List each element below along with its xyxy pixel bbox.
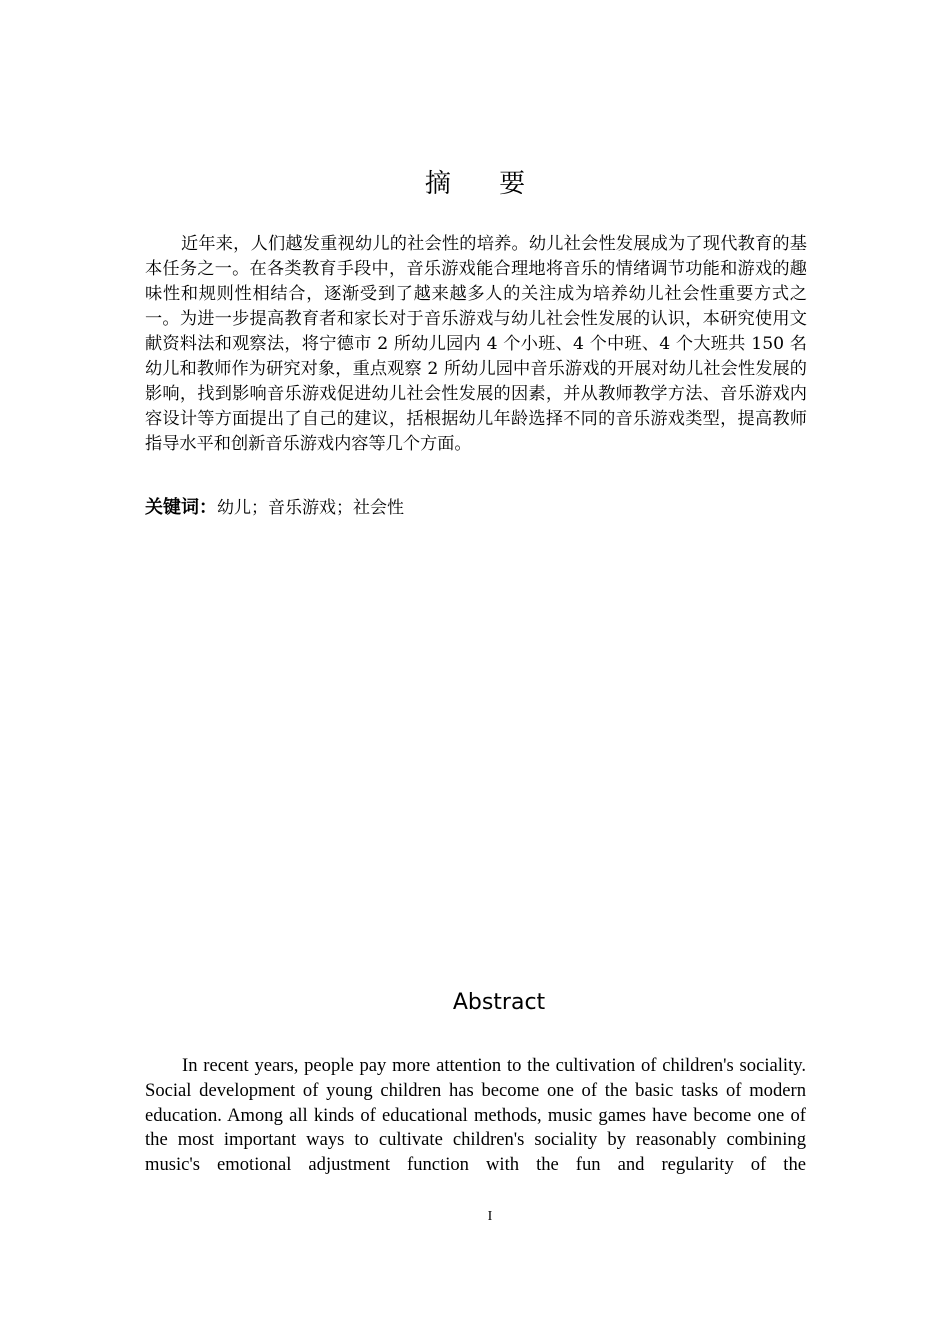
keywords-value: 幼儿；音乐游戏；社会性 bbox=[217, 498, 404, 518]
english-abstract-title: Abstract bbox=[452, 990, 546, 1015]
keywords-label: 关键词： bbox=[145, 497, 217, 518]
chinese-keywords bbox=[145, 496, 807, 520]
page-number: I bbox=[487, 1209, 493, 1224]
english-abstract-body: In recent years, people pay more attention to the cultivation of children's sociality. Social development of young children has become one of the basic tasks of modern education. Among all kinds of educational methods, music games have become one of the most important ways to cultivate children's sociality by reasonably combining music's emotional adjustment function with the fun and regularity of the bbox=[145, 1055, 806, 1176]
chinese-abstract-body: 近年来，人们越发重视幼儿的社会性的培养。幼儿社会性发展成为了现代教育的基本任务之一。在各类教育手段中，音乐游戏能合理地将音乐的情绪调节功能和游戏的趣味性和规则性相结合，逐渐受到了越来越多人的关注成为培养幼儿社会性重要方式之一。为进一步提高教育者和家长对于音乐游戏与幼儿社会性发展的认识，本研究使用文献资料法和观察法，将宁德市 2 所幼儿园内 4 个小班、4 个中班、4 个大班共 150 名幼儿和教师作为研究对象，重点观察 2 所幼儿园中音乐游戏的开展对幼儿社会性发展的影响，找到影响音乐游戏促进幼儿社会性发展的因素，并从教师教学方法、音乐游戏内容设计等方面提出了自己的建议，括根据幼儿年龄选择不同的音乐游戏类型，提高教师指导水平和创新音乐游戏内容等几个方面。 bbox=[145, 234, 807, 454]
chinese-abstract-title: 摘 要 bbox=[424, 169, 546, 199]
